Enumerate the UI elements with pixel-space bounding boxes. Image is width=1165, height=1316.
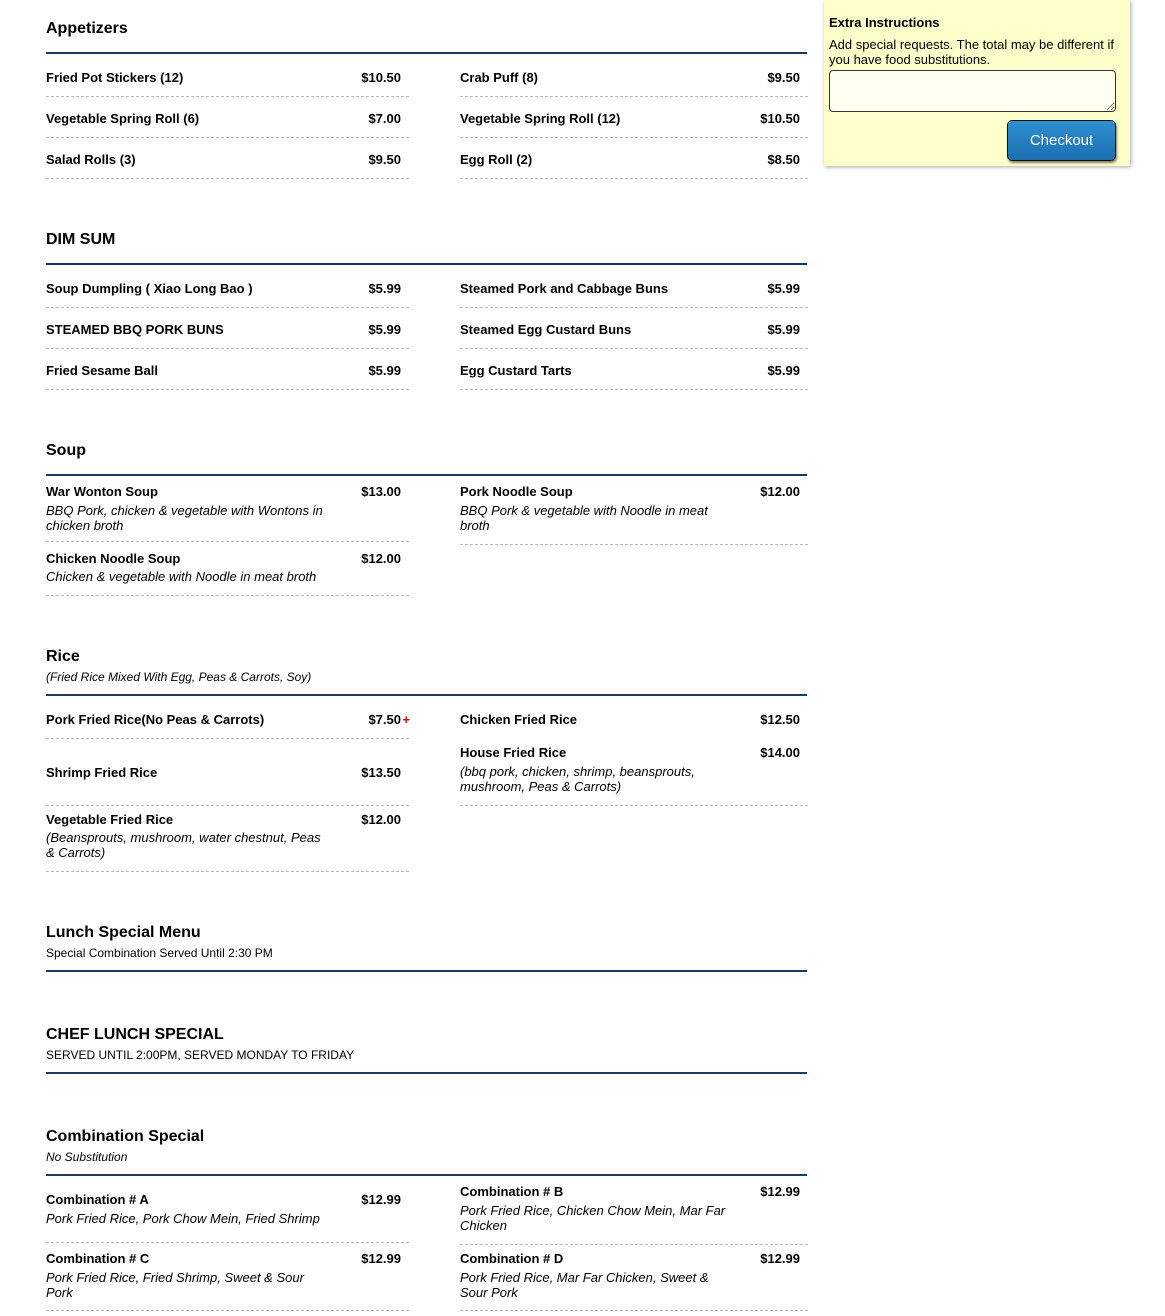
- item-price: $12.50: [760, 712, 800, 727]
- item-price: $12.99: [760, 1251, 800, 1266]
- item-description: BBQ Pork, chicken & vegetable with Wontons in chicken broth: [46, 503, 323, 533]
- menu-item[interactable]: [460, 483, 808, 545]
- section-divider: [46, 263, 807, 265]
- item-name: Chicken Fried Rice: [460, 712, 578, 727]
- item-name: Fried Sesame Ball: [46, 363, 158, 378]
- checkout-button[interactable]: Checkout: [1007, 120, 1116, 161]
- item-description: Chicken & vegetable with Noodle in meat broth: [46, 569, 317, 584]
- section-divider: [46, 1072, 807, 1074]
- item-price: $5.99: [767, 322, 800, 337]
- menu-item[interactable]: [46, 550, 409, 596]
- add-option-icon[interactable]: +: [402, 712, 410, 727]
- item-name: Steamed Pork and Cabbage Buns: [460, 281, 669, 296]
- item-name: Combination # A: [46, 1192, 149, 1207]
- item-price: $5.99: [368, 363, 401, 378]
- menu-item[interactable]: [460, 362, 808, 390]
- section-title: DIM SUM: [46, 231, 116, 248]
- section-title: Lunch Special Menu: [46, 924, 201, 941]
- item-name: War Wonton Soup: [46, 484, 158, 499]
- menu-item[interactable]: [46, 483, 409, 542]
- section-title: Appetizers: [46, 20, 128, 37]
- item-price: $10.50: [760, 111, 800, 126]
- menu-item[interactable]: [460, 1250, 808, 1311]
- item-price: $8.50: [767, 152, 800, 167]
- item-price: $9.50: [368, 152, 401, 167]
- item-name: STEAMED BBQ PORK BUNS: [46, 322, 224, 337]
- section-appetizers: [46, 20, 808, 38]
- menu-item[interactable]: [46, 362, 409, 390]
- menu-item[interactable]: [46, 321, 409, 349]
- item-name: Steamed Egg Custard Buns: [460, 322, 632, 337]
- menu-item[interactable]: [46, 1191, 409, 1243]
- item-name: Pork Fried Rice(No Peas & Carrots): [46, 712, 265, 727]
- section-lunch-special: [46, 924, 808, 960]
- menu-item[interactable]: [46, 280, 409, 308]
- extra-instructions-panel: [824, 0, 1130, 166]
- section-divider: [46, 474, 807, 476]
- item-price: $12.99: [361, 1192, 401, 1207]
- item-name: Vegetable Spring Roll (6): [46, 111, 200, 126]
- menu-item[interactable]: [460, 744, 808, 806]
- item-price: $9.50: [767, 70, 800, 85]
- section-title: Rice: [46, 648, 80, 665]
- item-price: $5.99: [368, 322, 401, 337]
- panel-title: Extra Instructions: [829, 15, 940, 30]
- item-name: Egg Roll (2): [460, 152, 533, 167]
- item-description: (Beansprouts, mushroom, water chestnut, Peas & Carrots): [46, 830, 321, 860]
- item-description: BBQ Pork & vegetable with Noodle in meat broth: [460, 503, 708, 533]
- section-chef-lunch-special: [46, 1026, 808, 1062]
- section-title: Soup: [46, 442, 86, 459]
- menu-item[interactable]: [46, 110, 409, 138]
- menu-item[interactable]: [460, 151, 808, 179]
- item-price: $12.00: [361, 551, 401, 566]
- section-divider: [46, 694, 807, 696]
- menu-item[interactable]: [460, 1183, 808, 1245]
- item-description: Pork Fried Rice, Fried Shrimp, Sweet & Sour Pork: [46, 1270, 304, 1300]
- section-title: Combination Special: [46, 1128, 205, 1145]
- item-name: Combination # D: [460, 1251, 564, 1266]
- item-price: $5.99: [767, 281, 800, 296]
- item-name: Combination # B: [460, 1184, 564, 1199]
- item-price: $12.99: [760, 1184, 800, 1199]
- section-dimsum: [46, 231, 808, 249]
- section-title: CHEF LUNCH SPECIAL: [46, 1026, 224, 1043]
- section-soup: [46, 442, 808, 460]
- item-price: $14.00: [760, 745, 800, 760]
- item-price: $10.50: [361, 70, 401, 85]
- section-subtitle: No Substitution: [46, 1150, 128, 1164]
- section-divider: [46, 970, 807, 972]
- menu-item[interactable]: [46, 69, 409, 97]
- item-name: Combination # C: [46, 1251, 150, 1266]
- panel-note: Add special requests. The total may be different if you have food substitutions.: [829, 37, 1114, 67]
- menu-item[interactable]: [460, 280, 808, 308]
- section-combination-special: [46, 1128, 808, 1164]
- menu-item[interactable]: [460, 110, 808, 138]
- item-name: Fried Pot Stickers (12): [46, 70, 184, 85]
- item-price: $12.99: [361, 1251, 401, 1266]
- section-subtitle: Special Combination Served Until 2:30 PM: [46, 946, 273, 960]
- item-description: Pork Fried Rice, Chicken Chow Mein, Mar Far Chicken: [460, 1203, 726, 1233]
- menu-item[interactable]: [46, 811, 409, 872]
- menu-item[interactable]: [46, 711, 409, 739]
- item-name: Egg Custard Tarts: [460, 363, 572, 378]
- item-price: $13.50: [361, 765, 401, 780]
- item-name: Pork Noodle Soup: [460, 484, 573, 499]
- menu-item[interactable]: [460, 69, 808, 97]
- item-price: $5.99: [368, 281, 401, 296]
- section-divider: [46, 52, 807, 54]
- item-name: Chicken Noodle Soup: [46, 551, 181, 566]
- menu-item[interactable]: [46, 1250, 409, 1311]
- item-name: Crab Puff (8): [460, 70, 538, 85]
- item-name: Shrimp Fried Rice: [46, 765, 158, 780]
- item-name: Vegetable Spring Roll (12): [460, 111, 621, 126]
- section-subtitle: SERVED UNTIL 2:00PM, SERVED MONDAY TO FRIDAY: [46, 1048, 355, 1062]
- section-divider: [46, 1174, 807, 1176]
- section-rice: [46, 648, 808, 684]
- item-price: $7.00: [368, 111, 401, 126]
- menu-item[interactable]: [46, 151, 409, 179]
- item-name: House Fried Rice: [460, 745, 567, 760]
- item-description: Pork Fried Rice, Pork Chow Mein, Fried Shrimp: [46, 1211, 320, 1226]
- item-price: $12.00: [361, 812, 401, 827]
- menu-item[interactable]: [460, 711, 808, 739]
- item-description: (bbq pork, chicken, shrimp, beansprouts, mushroom, Peas & Carrots): [460, 764, 695, 794]
- item-price: $5.99: [767, 363, 800, 378]
- section-subtitle: (Fried Rice Mixed With Egg, Peas & Carrots, Soy): [46, 670, 312, 684]
- menu-item[interactable]: [46, 739, 409, 806]
- item-description: Pork Fried Rice, Mar Far Chicken, Sweet & Sour Pork: [460, 1270, 709, 1300]
- item-name: Vegetable Fried Rice: [46, 812, 174, 827]
- item-name: Soup Dumpling ( Xiao Long Bao ): [46, 281, 253, 296]
- item-price: $7.50: [368, 712, 401, 727]
- special-requests-input[interactable]: [829, 70, 1116, 112]
- item-price: $13.00: [361, 484, 401, 499]
- item-name: Salad Rolls (3): [46, 152, 136, 167]
- item-price: $12.00: [760, 484, 800, 499]
- menu-item[interactable]: [460, 321, 808, 349]
